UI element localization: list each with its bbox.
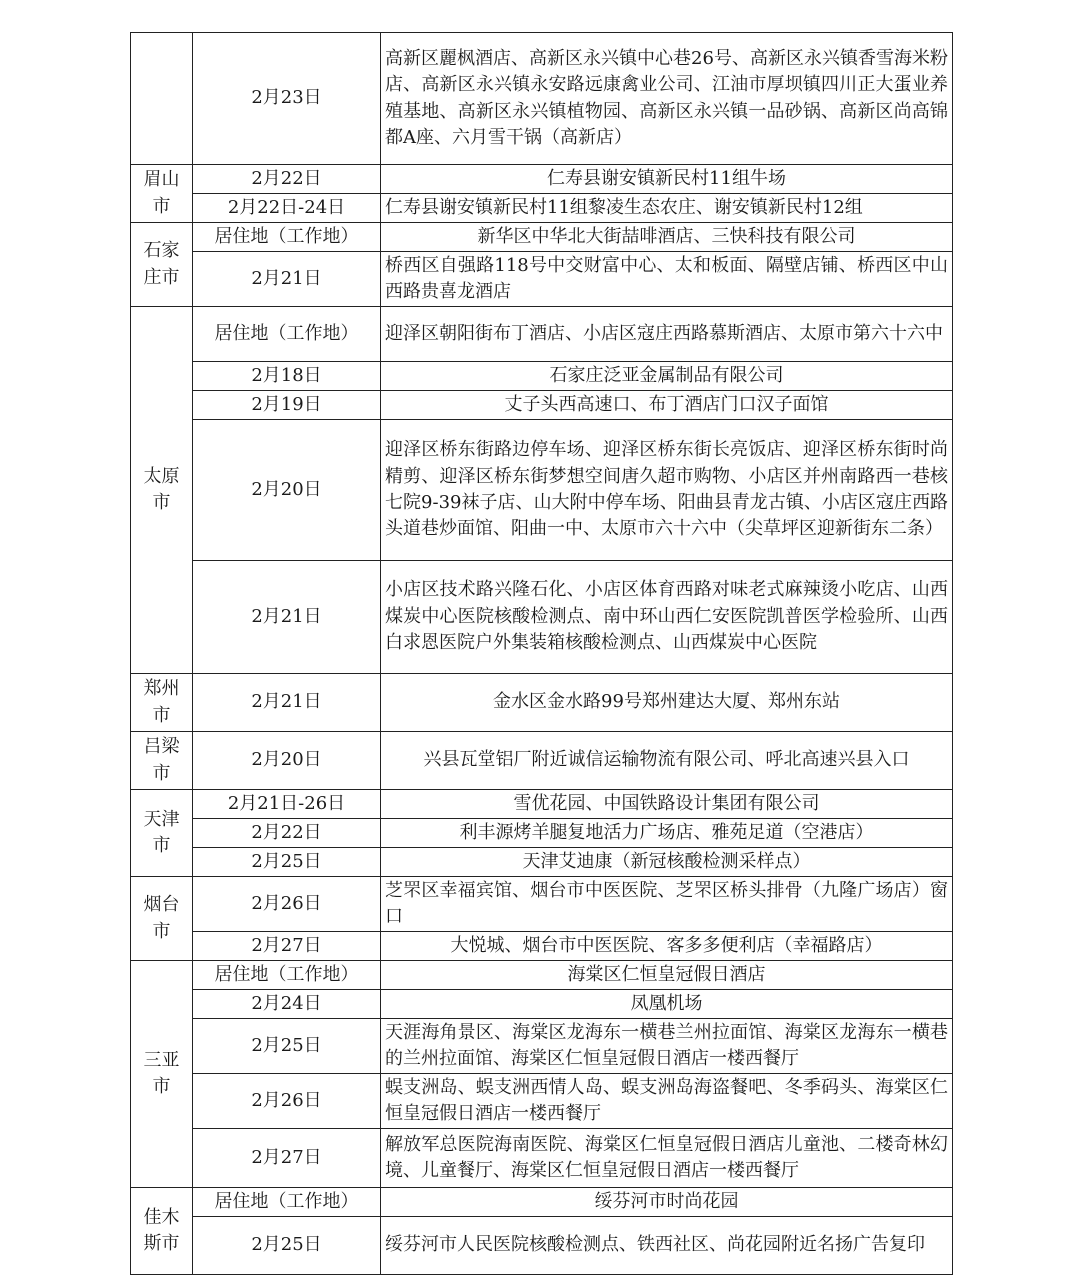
date-cell: 2月21日 (193, 674, 381, 732)
table-row (131, 932, 953, 961)
table-row (131, 990, 953, 1019)
city-cell: 眉山市 (131, 165, 193, 223)
table-row (131, 1217, 953, 1275)
location-cell: 天津艾迪康（新冠核酸检测采样点） (381, 848, 953, 877)
date-cell: 2月25日 (193, 1217, 381, 1275)
table-row (131, 223, 953, 252)
risk-locations-table (130, 32, 953, 1275)
date-cell: 居住地（工作地） (193, 1188, 381, 1217)
date-cell: 2月22日 (193, 165, 381, 194)
city-cell: 天津市 (131, 790, 193, 877)
table-row (131, 961, 953, 990)
location-cell: 利丰源烤羊腿复地活力广场店、雅苑足道（空港店） (381, 819, 953, 848)
date-cell: 2月25日 (193, 848, 381, 877)
location-cell: 蜈支洲岛、蜈支洲西情人岛、蜈支洲岛海盗餐吧、冬季码头、海棠区仁恒皇冠假日酒店一楼西餐厅 (381, 1074, 953, 1129)
date-cell: 2月26日 (193, 1074, 381, 1129)
location-cell: 金水区金水路99号郑州建达大厦、郑州东站 (381, 674, 953, 732)
city-cell (131, 33, 193, 165)
location-cell: 迎泽区朝阳街布丁酒店、小店区寇庄西路慕斯酒店、太原市第六十六中 (381, 307, 953, 362)
date-cell: 2月20日 (193, 420, 381, 561)
date-cell: 2月23日 (193, 33, 381, 165)
table-row (131, 307, 953, 362)
table-row (131, 391, 953, 420)
table-row (131, 790, 953, 819)
table-row (131, 420, 953, 561)
location-cell: 海棠区仁恒皇冠假日酒店 (381, 961, 953, 990)
table-row (131, 33, 953, 165)
table-row (131, 877, 953, 932)
location-cell: 桥西区自强路118号中交财富中心、太和板面、隔壁店铺、桥西区中山西路贵喜龙酒店 (381, 252, 953, 307)
date-cell: 居住地（工作地） (193, 223, 381, 252)
location-cell: 仁寿县谢安镇新民村11组牛场 (381, 165, 953, 194)
location-cell: 仁寿县谢安镇新民村11组黎凌生态农庄、谢安镇新民村12组 (381, 194, 953, 223)
date-cell: 2月21日 (193, 561, 381, 674)
location-cell: 天涯海角景区、海棠区龙海东一横巷兰州拉面馆、海棠区龙海东一横巷的兰州拉面馆、海棠区仁恒皇冠假日酒店一楼西餐厅 (381, 1019, 953, 1074)
table-row (131, 252, 953, 307)
date-cell: 2月25日 (193, 1019, 381, 1074)
date-cell: 居住地（工作地） (193, 307, 381, 362)
city-cell: 佳木斯市 (131, 1188, 193, 1275)
date-cell: 2月22日 (193, 819, 381, 848)
table-row (131, 194, 953, 223)
table-row (131, 1188, 953, 1217)
table-row (131, 561, 953, 674)
location-cell: 丈子头西高速口、布丁酒店门口汉子面馆 (381, 391, 953, 420)
table-row (131, 1129, 953, 1188)
city-cell: 郑州市 (131, 674, 193, 732)
date-cell: 2月27日 (193, 1129, 381, 1188)
location-cell: 兴县瓦堂铝厂附近诚信运输物流有限公司、呼北高速兴县入口 (381, 732, 953, 790)
city-cell: 太原市 (131, 307, 193, 674)
location-cell: 芝罘区幸福宾馆、烟台市中医医院、芝罘区桥头排骨（九隆广场店）窗口 (381, 877, 953, 932)
date-cell: 2月21日 (193, 252, 381, 307)
location-cell: 新华区中华北大街喆啡酒店、三快科技有限公司 (381, 223, 953, 252)
location-cell: 大悦城、烟台市中医医院、客多多便利店（幸福路店） (381, 932, 953, 961)
location-cell: 迎泽区桥东街路边停车场、迎泽区桥东街长亮饭店、迎泽区桥东街时尚精剪、迎泽区桥东街梦想空间唐久超市购物、小店区并州南路西一巷核七院9-39袜子店、山大附中停车场、阳曲县青龙古镇、小店区寇庄西路头道巷炒面馆、阳曲一中、太原市六十六中（尖草坪区迎新街东二条） (381, 420, 953, 561)
date-cell: 2月21日-26日 (193, 790, 381, 819)
table-row (131, 165, 953, 194)
date-cell: 2月19日 (193, 391, 381, 420)
date-cell: 2月20日 (193, 732, 381, 790)
date-cell: 2月26日 (193, 877, 381, 932)
table-row (131, 1074, 953, 1129)
date-cell: 2月18日 (193, 362, 381, 391)
date-cell: 居住地（工作地） (193, 961, 381, 990)
location-cell: 高新区麗枫酒店、高新区永兴镇中心巷26号、高新区永兴镇香雪海米粉店、高新区永兴镇永安路远康禽业公司、江油市厚坝镇四川正大蛋业养殖基地、高新区永兴镇植物园、高新区永兴镇一品砂锅、高新区尚高锦都A座、六月雪干锅（高新店） (381, 33, 953, 165)
city-cell: 吕梁市 (131, 732, 193, 790)
table-row (131, 732, 953, 790)
city-cell: 烟台市 (131, 877, 193, 961)
location-cell: 绥芬河市人民医院核酸检测点、铁西社区、尚花园附近名扬广告复印 (381, 1217, 953, 1275)
table-row (131, 819, 953, 848)
date-cell: 2月24日 (193, 990, 381, 1019)
table-row (131, 1019, 953, 1074)
location-cell: 绥芬河市时尚花园 (381, 1188, 953, 1217)
table-row (131, 362, 953, 391)
date-cell: 2月22日-24日 (193, 194, 381, 223)
location-cell: 石家庄泛亚金属制品有限公司 (381, 362, 953, 391)
city-cell: 石家庄市 (131, 223, 193, 307)
date-cell: 2月27日 (193, 932, 381, 961)
location-cell: 小店区技术路兴隆石化、小店区体育西路对味老式麻辣烫小吃店、山西煤炭中心医院核酸检测点、南中环山西仁安医院凯普医学检验所、山西白求恩医院户外集装箱核酸检测点、山西煤炭中心医院 (381, 561, 953, 674)
location-cell: 雪优花园、中国铁路设计集团有限公司 (381, 790, 953, 819)
location-cell: 解放军总医院海南医院、海棠区仁恒皇冠假日酒店儿童池、二楼奇林幻境、儿童餐厅、海棠区仁恒皇冠假日酒店一楼西餐厅 (381, 1129, 953, 1188)
location-cell: 凤凰机场 (381, 990, 953, 1019)
city-cell: 三亚市 (131, 961, 193, 1188)
table-row (131, 848, 953, 877)
table-row (131, 674, 953, 732)
